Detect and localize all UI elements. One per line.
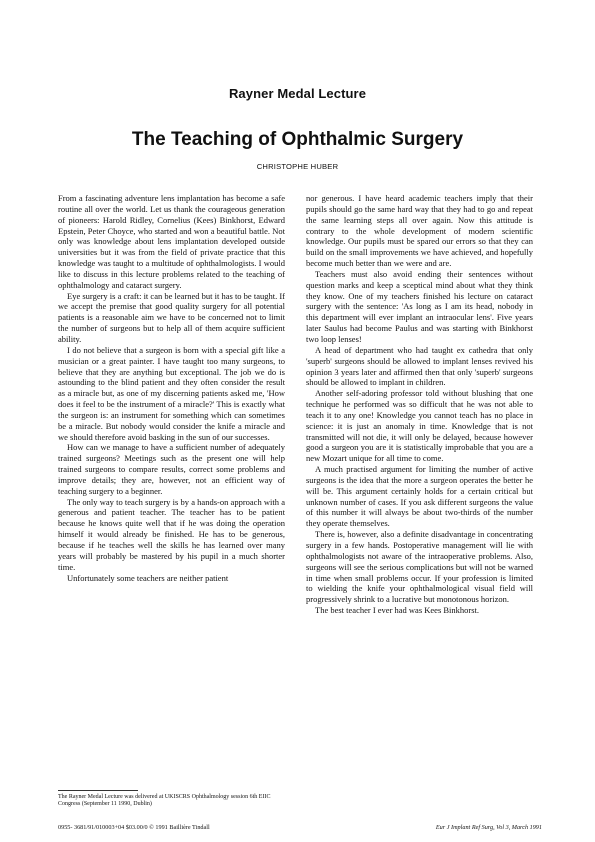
author-name: CHRISTOPHE HUBER (256, 162, 339, 171)
paragraph: The best teacher I ever had was Kees Binkhorst. (315, 605, 480, 616)
copyright-line: 0955- 3681/91/010003+04 $03.00/0 © 1991 Baillière Tindall (58, 824, 210, 831)
paragraph: I do not believe that a surgeon is born with a special gift like a musician or a great painter. I have taught too many surgeons, to believe that they are anything but exceptional. The job we do is astounding to the blind patient and they often consider the result as a miracle but, as one of my discerning patients asked me, 'How does it feel to be the instrument of a miracle?' This is exactly what the surgeon is: an instrument for something which can sometimes be a miracle. But nobody would consider the knife a miracle and we should therefore avoid basking in the sun of our successes. (58, 344, 285, 442)
left-text-column (58, 193, 285, 738)
right-text-column (306, 193, 533, 738)
article-title: The Teaching of Ophthalmic Surgery (131, 129, 464, 150)
paragraph: The only way to teach surgery is by a hands-on approach with a generous and patient teacher. The teacher has to be patient because he knows quite well that if he was doing the operation himself it would already be finished. He has to be generous, because if he teaches well the skills he has learned over many years will probably be mastered by his pupil in a much shorter time. (58, 496, 285, 572)
paragraph: nor generous. I have heard academic teachers imply that their pupils should go the same hard way that they had to go and repeat the same learning steps all over again. Now this attitude is contrary to the whole development of modern scientific knowledge. Our pupils must be spared our errors so that they can build on the small improvements we have achieved, and hopefully become much better than we were and are. (306, 193, 533, 269)
journal-citation: Eur J Implant Ref Surg, Vol 3, March 1991 (435, 824, 542, 831)
page-footer (58, 824, 542, 834)
paragraph: How can we manage to have a sufficient number of adequately trained surgeons? Meetings such as the present one will help trained surgeons to compare results, correct some problems and improve details; they are, however, not an efficient way of teaching surgery to a beginner. (58, 442, 285, 496)
footnote-divider (58, 790, 138, 791)
paragraph: Unfortunately some teachers are neither patient (67, 572, 229, 583)
paragraph: There is, however, also a definite disadvantage in concentrating surgery in a few hands. Postoperative management will lie with ophthalmologists not aware of the intraoperative problems. Also, surgeons will see the serious complications but will not be warned in time when small problems occur. If your profession is limited to wielding the knife your ophthalmological visual field will progressively shrink to a lucrative but monotonous horizon. (306, 529, 533, 605)
footnote: The Rayner Medal Lecture was delivered at UKISCRS Ophthalmology session 6th EIIC Congress (September 11 1990, Dublin) (58, 794, 271, 808)
paragraph: Teachers must also avoid ending their sentences without question marks and keep a sceptical mind about what they think they know. One of my teachers finished his lecture on cataract surgery with the sentence: 'As long as I am its head, nobody in this department will ever implant an intraocular lens'. Five years later Saulus had become Paulus and was starting with Binkhorst two loop lenses! (306, 268, 533, 344)
paragraph: A much practised argument for limiting the number of active surgeons is the idea that the more a surgeon operates the better he will be. This argument certainly holds for a certain critical but unknown number of cases. If you ask different surgeons the value of this number it will always be about two-thirds of the number they operate themselves. (306, 464, 533, 529)
lecture-series-heading: Rayner Medal Lecture (228, 86, 367, 101)
paragraph: From a fascinating adventure lens implantation has become a safe routine all over the world. Let us thank the courageous generation of pioneers: Harold Ridley, Cornelius (Kees) Binkhorst, Edward Epstein, Peter Choyce, who started and won a beautiful battle. Not only was knowledge about lens implantation developed outside universities but it was from the field of private practice that this knowledge was taught to a multitude of ophthalmologists. I would like to discuss in this lecture problems related to the teaching of ophthalmology and cataract surgery. (58, 193, 285, 290)
paragraph: Another self-adoring professor told without blushing that one technique he performed was so difficult that he was not able to teach it to any one! Knowledge you cannot teach has no place in science: it is just an anomaly in time. Knowledge that is not transmitted will not die, it will only be delayed, because however good a surgeon you are it is statistically improbable that you are a new Mozart unique for all time to come. (306, 388, 533, 464)
paragraph: Eye surgery is a craft: it can be learned but it has to be taught. If we accept the premise that good quality surgery for all potential patients is a reasonable aim we have to be concerned not to limit the number of surgeons but to help all of them acquire sufficient ability. (58, 290, 285, 344)
paragraph: A head of department who had taught ex cathedra that only 'superb' surgeons should be allowed to implant lenses revived his opinion 3 years later and affirmed then that only 'superb' surgeons should be allowed to implant in children. (306, 344, 533, 388)
